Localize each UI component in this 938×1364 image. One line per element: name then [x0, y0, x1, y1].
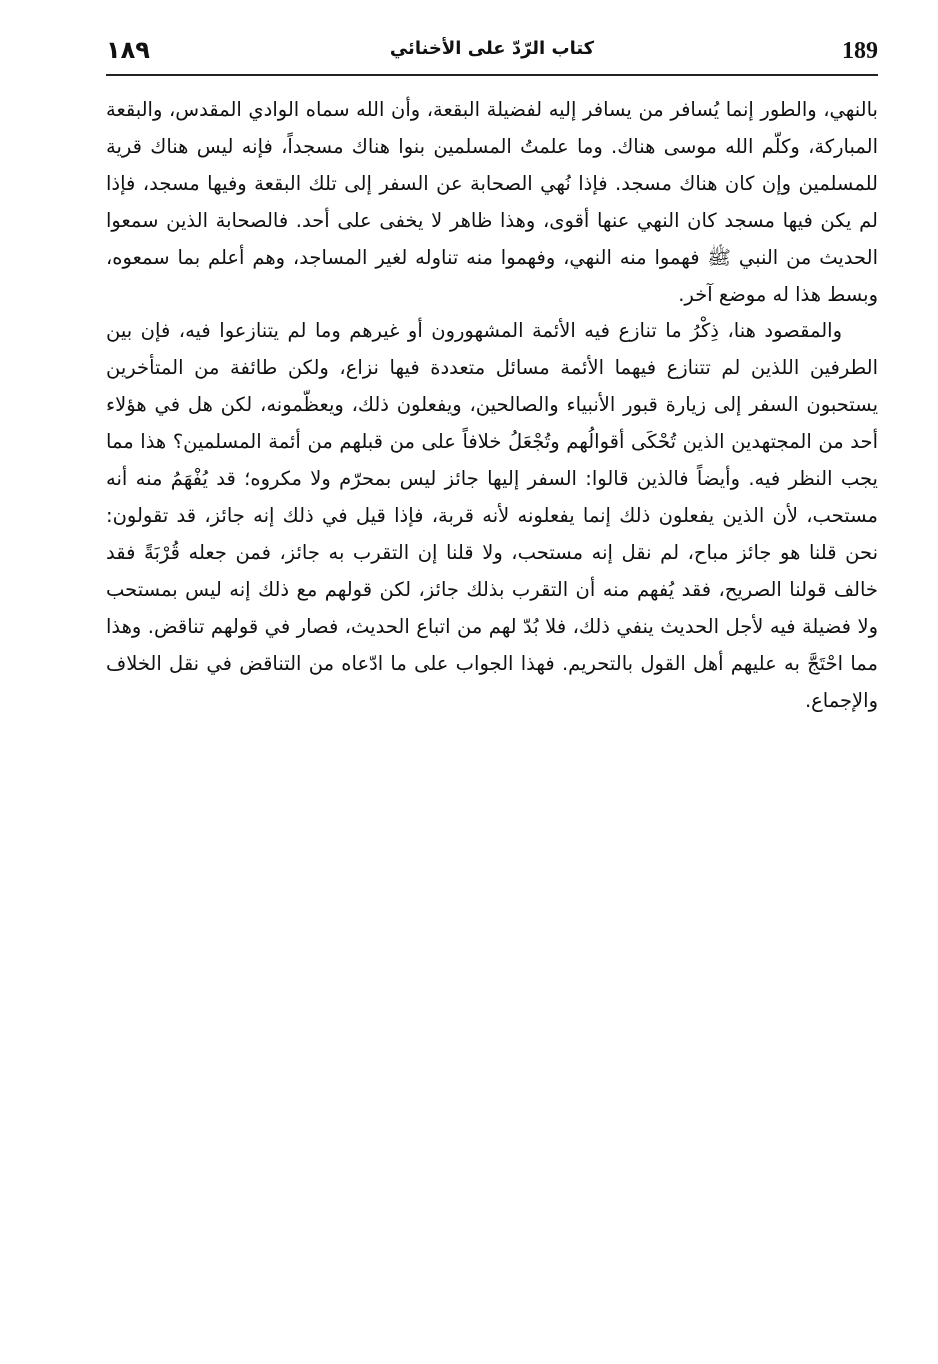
header-divider: [106, 74, 878, 76]
paragraph-2: والمقصود هنا، ذِكْرُ ما تنازع فيه الأئمة المشهورون أو غيرهم وما لم يتنازعوا فيه، فإن بين الطرفين اللذين لم تتنازع فيهما الأئمة مسائل متعددة فيها نزاع، ولكن طائفة من المتأخرين يستحبون السفر إلى زيارة قبور الأنبياء والصالحين، ويفعلون ذلك، ويعظّمونه، لكن هل في هؤلاء أحد من المجتهدين الذين تُحْكَى أقوالُهم وتُجْعَلُ خلافاً على من قبلهم من أئمة المسلمين؟ هذا مما يجب النظر فيه. وأيضاً فالذين قالوا: السفر إليها جائز ليس بمحرّم ولا مكروه؛ قد يُفْهَمُ منه أنه مستحب، لأن الذين يفعلون ذلك إنما يفعلونه لأنه قربة، فإذا قيل في ذلك إنه جائز، قد تقولون: نحن قلنا هو جائز مباح، لم نقل إنه مستحب، ولا قلنا إن التقرب به جائز، فمن جعله قُرْبَةً فقد خالف قولنا الصريح، فقد يُفهم منه أن التقرب بذلك جائز، لكن قولهم مع ذلك إنه ليس بمستحب ولا فضيلة فيه لأجل الحديث ينفي ذلك، فلا بُدّ لهم من اتباع الحديث، فصار في قولهم تناقض. وهذا مما احْتَجَّ به عليهم أهل القول بالتحريم. فهذا الجواب على ما ادّعاه من التناقض في نقل الخلاف والإجماع.: [106, 319, 878, 712]
body-text: [106, 92, 878, 719]
page-header: [106, 32, 878, 76]
paragraph-1: بالنهي، والطور إنما يُسافر من يسافر إليه لفضيلة البقعة، وأن الله سماه الوادي المقدس، والبقعة المباركة، وكلّم الله موسى هناك. وما علمتُ المسلمين بنوا هناك مسجداً، فإنه ليس هناك قرية للمسلمين وإن كان هناك مسجد. فإذا نُهي الصحابة عن السفر إلى تلك البقعة وفيها مسجد، فإذا لم يكن فيها مسجد كان النهي عنها أقوى، وهذا ظاهر لا يخفى على أحد. فالصحابة الذين سمعوا الحديث من النبي ﷺ فهموا منه النهي، وفهموا منه تناوله لغير المساجد، وهم أعلم بما سمعوه، وبسط هذا له موضع آخر.: [106, 98, 878, 306]
page-number-latin: 189: [842, 38, 878, 64]
page-number-arabic: ١٨٩: [106, 36, 150, 64]
running-title: كتاب الرّدّ على الأخنائي: [389, 38, 595, 59]
